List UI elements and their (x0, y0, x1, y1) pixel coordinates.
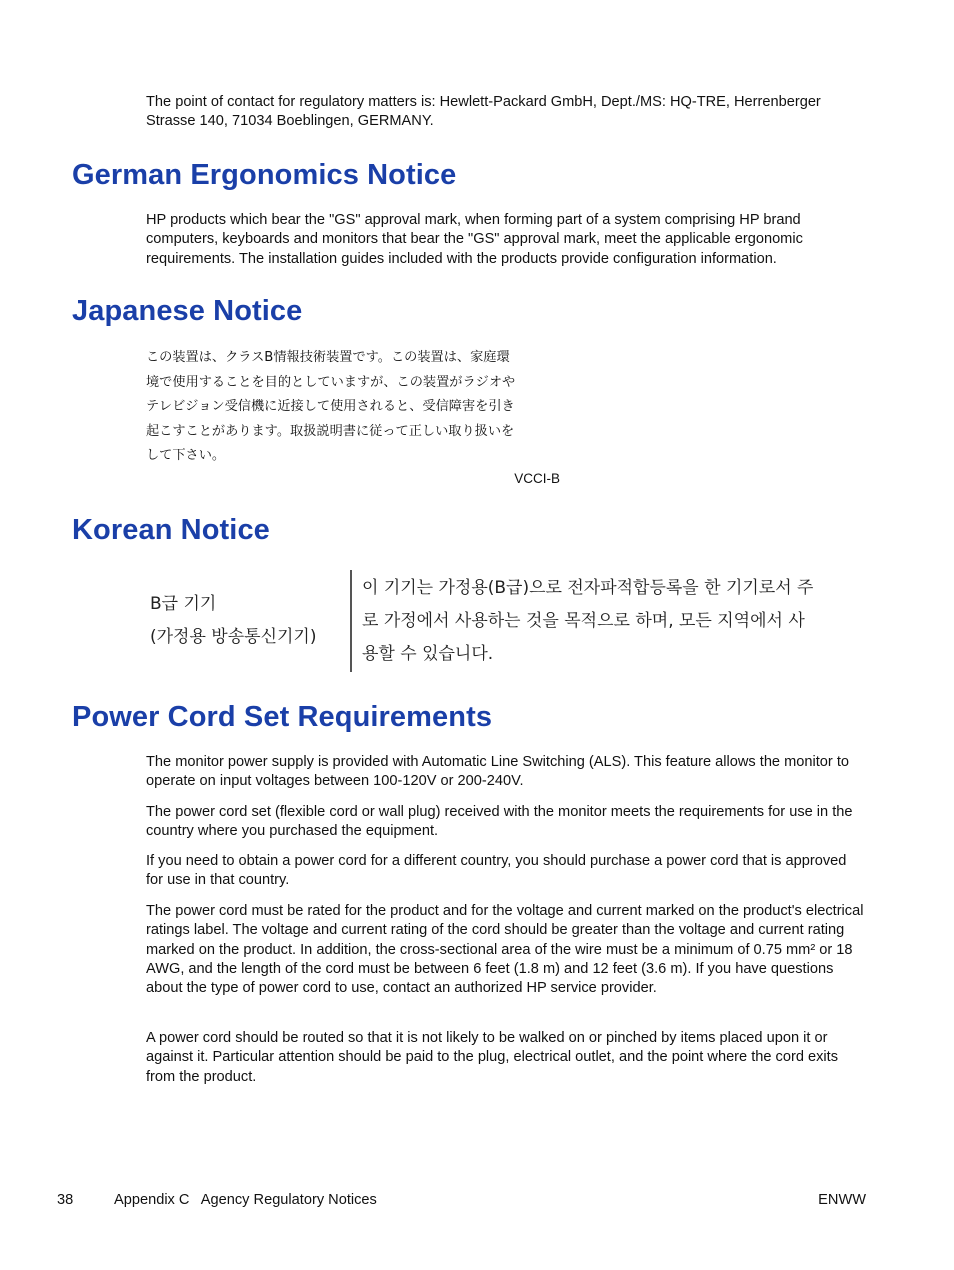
german-ergonomics-paragraph: HP products which bear the "GS" approval mark, when forming part of a system comprising HP brand computers, keyboards and monitors that bear the "GS" approval mark, meet the applicable ergonomic requirements. The installation guides included with the products provide configuration information. (146, 212, 803, 267)
japanese-line: して下さい。 (146, 448, 226, 463)
korean-notice-heading: Korean Notice (72, 514, 270, 546)
power-paragraph-cord-set: The power cord set (flexible cord or wall plug) received with the monitor meets the requirements for use in the country where you purchased the equipment. (146, 804, 853, 840)
power-paragraph-other-country: If you need to obtain a power cord for a different country, you should purchase a power cord that is approved for use in that country. (146, 853, 847, 889)
korean-line: 용할 수 있습니다. (362, 644, 494, 664)
power-paragraph-ratings: The power cord must be rated for the product and for the voltage and current marked on the product's electrical ratings label. The voltage and current rating of the cord should be greater than the voltage and current rating marked on the product. In addition, the cross-sectional area of the wire must be a minimum of 0.75 mm² or 18 AWG, and the length of the cord must be between 6 feet (1.8 m) and 12 feet (3.6 m). If you have questions about the type of power cord to use, contact an authorized HP service provider. (146, 903, 864, 997)
korean-line: 로 가정에서 사용하는 것을 목적으로 하며, 모든 지역에서 사 (362, 611, 805, 631)
korean-notice-text (362, 572, 902, 671)
german-ergonomics-heading: German Ergonomics Notice (72, 159, 457, 191)
japanese-line: 起こすことがあります。取扱説明書に従って正しい取り扱いを (146, 423, 515, 439)
japanese-notice-text (146, 346, 566, 469)
korean-line: 이 기기는 가정용(B급)으로 전자파적합등록을 한 기기로서 주 (362, 578, 814, 598)
footer-doc-id: ENWW (818, 1192, 866, 1208)
korean-class-line: B급 기기 (150, 594, 217, 614)
korean-class-label (150, 588, 316, 654)
power-paragraph-routing: A power cord should be routed so that it is not likely to be walked on or pinched by items placed upon it or against it. Particular attention should be paid to the plug, electrical outlet, and the point where the cord exits from the product. (146, 1030, 839, 1085)
footer-section: Appendix C Agency Regulatory Notices (114, 1192, 377, 1208)
power-cord-heading: Power Cord Set Requirements (72, 701, 493, 733)
page-number: 38 (57, 1192, 74, 1208)
korean-divider (350, 570, 352, 672)
japanese-line: テレビジョン受信機に近接して使用されると、受信障害を引き (146, 399, 515, 414)
contact-paragraph: The point of contact for regulatory matters is: Hewlett-Packard GmbH, Dept./MS: HQ-TRE, Herrenberger Strasse 140, 71034 Boeblingen, GERMANY. (146, 94, 821, 130)
korean-class-line: (가정용 방송통신기기) (150, 627, 317, 647)
japanese-line: この装置は、クラスB情報技術装置です。この装置は、家庭環 (146, 350, 510, 365)
vcci-label: VCCI-B (514, 471, 560, 486)
japanese-line: 境で使用することを目的としていますが、この装置がラジオや (146, 374, 516, 390)
japanese-notice-heading: Japanese Notice (72, 295, 303, 327)
power-paragraph-als: The monitor power supply is provided with Automatic Line Switching (ALS). This feature allows the monitor to operate on input voltages between 100-120V or 200-240V. (146, 754, 849, 790)
